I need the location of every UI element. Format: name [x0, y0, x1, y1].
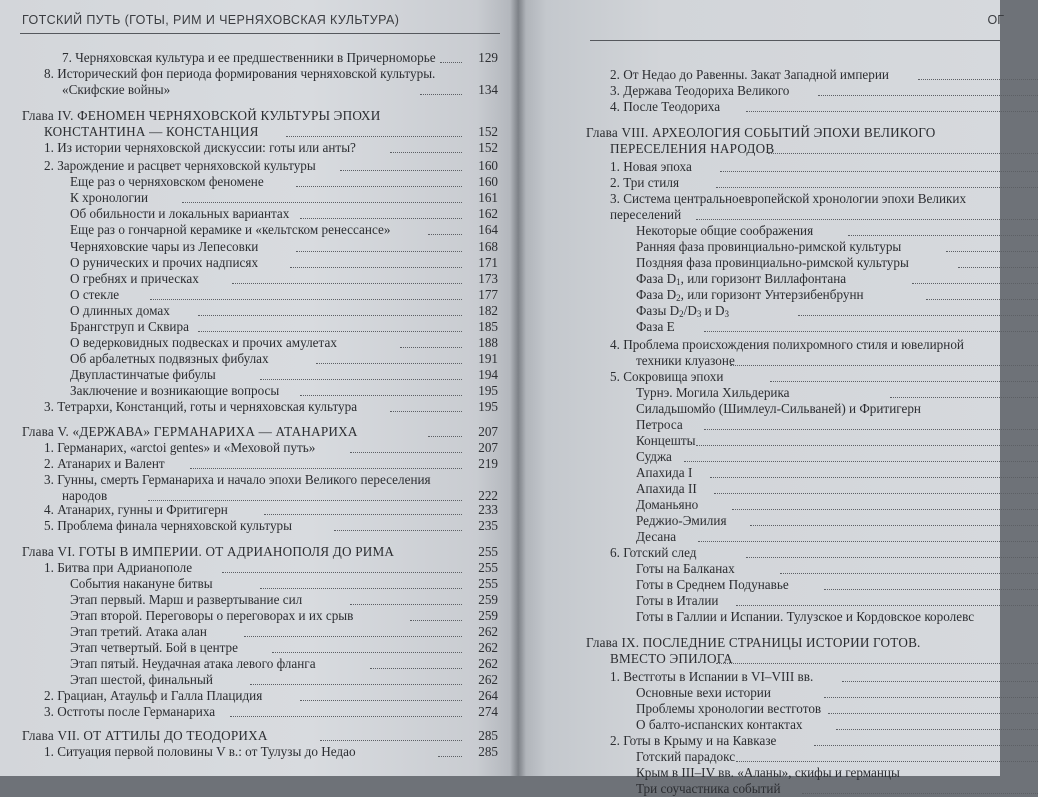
toc-entry-title: 3. Тетрархи, Констанций, готы и черняховская культура — [44, 399, 358, 414]
toc-page-number: 274 — [478, 704, 498, 719]
toc-entry-title: 7. Черняховская культура и ее предшественники в Причерноморье — [62, 50, 436, 65]
toc-page-number: 222 — [478, 488, 498, 503]
dot-leader — [836, 729, 1038, 730]
dot-leader — [290, 267, 462, 268]
toc-entry-title: Турнэ. Могила Хильдерика — [636, 385, 790, 400]
toc-entry-title: Глава IX. ПОСЛЕДНИЕ СТРАНИЦЫ ИСТОРИИ ГОТОВ. — [586, 635, 921, 650]
dot-leader — [296, 251, 462, 252]
toc-page-number: 259 — [478, 608, 498, 623]
dot-leader — [732, 509, 1038, 510]
dot-leader — [912, 283, 1038, 284]
toc-entry-title: 2. Зарождение и расцвет черняховской культуры — [44, 158, 316, 173]
book-gutter — [510, 0, 526, 776]
toc-entry-title: Доманьяно — [636, 497, 699, 512]
dot-leader — [704, 429, 1038, 430]
dot-leader — [264, 514, 462, 515]
toc-page-number: 152 — [478, 124, 498, 139]
dot-leader — [244, 636, 462, 637]
toc-entry-title: 5. Сокровища эпохи — [610, 369, 724, 384]
dot-leader — [736, 761, 1038, 762]
toc-entry-title: 4. Проблема происхождения полихромного стиля и ювелирной — [610, 337, 964, 352]
dot-leader — [746, 557, 1038, 558]
toc-entry-title: Еще раз о черняховском феномене — [70, 174, 264, 189]
toc-entry-title: 1. Новая эпоха — [610, 159, 692, 174]
toc-page-number: 160 — [478, 158, 498, 173]
toc-page-number: 262 — [478, 640, 498, 655]
dot-leader — [438, 756, 462, 757]
toc-entry-title: Поздняя фаза провинциально-римской культуры — [636, 255, 909, 270]
toc-entry-title: Три соучастника событий — [636, 781, 781, 796]
toc-entry-title: 3. Остготы после Германариха — [44, 704, 216, 719]
toc-page-number: 191 — [478, 351, 498, 366]
toc-page-number: 160 — [478, 174, 498, 189]
toc-entry-title-continued: народов — [62, 488, 108, 503]
toc-entry-title: 2. Готы в Крыму и на Кавказе — [610, 733, 777, 748]
toc-page-number: 171 — [478, 255, 498, 270]
toc-page-number: 262 — [478, 672, 498, 687]
toc-page-number: 262 — [478, 656, 498, 671]
toc-entry-title: 4. Атанарих, гунны и Фритигерн — [44, 502, 228, 517]
toc-page-number: 255 — [478, 576, 498, 591]
toc-entry-title: О рунических и прочих надписях — [70, 255, 259, 270]
toc-entry-title: О стекле — [70, 287, 120, 302]
toc-page-number: 195 — [478, 399, 498, 414]
dot-leader — [420, 94, 462, 95]
toc-entry-title-continued: ПЕРЕСЕЛЕНИЯ НАРОДОВ — [610, 141, 775, 156]
toc-page-number: 255 — [478, 560, 498, 575]
dot-leader — [698, 541, 1038, 542]
toc-entry-title: О гребнях и прическах — [70, 271, 199, 286]
dot-leader — [716, 187, 1038, 188]
dot-leader — [148, 500, 462, 501]
toc-page-number: 285 — [478, 728, 498, 743]
toc-entry-title: Фазы $D_2/D_3$ и $D_3$ — [636, 303, 730, 319]
dot-leader — [250, 684, 462, 685]
toc-page-number: 235 — [478, 518, 498, 533]
toc-entry-title: 2. Атанарих и Валент — [44, 456, 165, 471]
left-page — [0, 0, 518, 776]
toc-entry-title: Этап пятый. Неудачная атака левого фланга — [70, 656, 316, 671]
dot-leader — [730, 365, 1038, 366]
toc-entry-title: Реджио-Эмилия — [636, 513, 727, 528]
dot-leader — [300, 395, 462, 396]
toc-entry-title: Об арбалетных подвязных фибулах — [70, 351, 269, 366]
dot-leader — [190, 468, 462, 469]
toc-entry-title: Черняховские чары из Лепесовки — [70, 239, 259, 254]
toc-entry-title: 1. Германарих, «arctoi gentes» и «Меховой путь» — [44, 440, 316, 455]
toc-entry-title: Еще раз о гончарной керамике и «кельтском ренессансе» — [70, 222, 391, 237]
dot-leader — [316, 363, 462, 364]
toc-entry-title: Десана — [636, 529, 677, 544]
dot-leader — [272, 652, 462, 653]
toc-entry-title: Глава V. «ДЕРЖАВА» ГЕРМАНАРИХА — АТАНАРИХА — [22, 424, 358, 439]
toc-page-number: 259 — [478, 592, 498, 607]
toc-entry-title: Концешты — [636, 433, 696, 448]
dot-leader — [286, 136, 462, 137]
toc-page-number: 182 — [478, 303, 498, 318]
toc-entry-title: Апахида I — [636, 465, 693, 480]
toc-entry-title: О длинных домах — [70, 303, 170, 318]
dot-leader — [428, 234, 462, 235]
toc-entry-title: 1. Из истории черняховской дискуссии: готы или анты? — [44, 140, 356, 155]
toc-page-number: 164 — [478, 222, 498, 237]
dot-leader — [300, 700, 462, 701]
toc-entry-title: 3. Держава Теодориха Великого — [610, 83, 790, 98]
dot-leader — [440, 62, 462, 63]
dot-leader — [842, 681, 1038, 682]
toc-entry-title: Этап первый. Марш и развертывание сил — [70, 592, 303, 607]
dot-leader — [802, 793, 1038, 794]
right-page — [518, 0, 1004, 796]
toc-entry-title: 1. Вестготы в Испании в VI–VIII вв. — [610, 669, 814, 684]
dot-leader — [232, 283, 462, 284]
dot-leader — [716, 663, 1038, 664]
toc-page-number: 134 — [478, 82, 498, 97]
toc-entry-title: О балто-испанских контактах — [636, 717, 803, 732]
dot-leader — [198, 331, 462, 332]
dot-leader — [260, 588, 462, 589]
toc-entry-title: Проблемы хронологии вестготов — [636, 701, 822, 716]
dot-leader — [230, 716, 462, 717]
header-rule — [20, 33, 500, 34]
dot-leader — [320, 740, 462, 741]
dot-leader — [798, 315, 1038, 316]
dot-leader — [750, 525, 1038, 526]
toc-entry-title: 1. Битва при Адрианополе — [44, 560, 193, 575]
toc-entry-title: 6. Готский след — [610, 545, 697, 560]
dot-leader — [828, 713, 1038, 714]
toc-entry-title: Заключение и возникающие вопросы — [70, 383, 280, 398]
toc-entry-title-continued: техники клуазоне — [636, 353, 735, 368]
toc-entry-title-continued: ВМЕСТО ЭПИЛОГА — [610, 651, 733, 666]
toc-entry-title: 2. Грациан, Атаульф и Галла Плацидия — [44, 688, 263, 703]
toc-entry-title: Ранняя фаза провинциально-римской культуры — [636, 239, 902, 254]
dot-leader — [848, 235, 1038, 236]
dot-leader — [720, 171, 1038, 172]
dot-leader — [350, 452, 462, 453]
dot-leader — [704, 331, 1038, 332]
dot-leader — [824, 589, 1038, 590]
toc-entry-title: Апахида II — [636, 481, 697, 496]
toc-page-number: 162 — [478, 206, 498, 221]
toc-entry-title: Двупластинчатые фибулы — [70, 367, 216, 382]
dot-leader — [814, 745, 1038, 746]
dot-leader — [696, 445, 1038, 446]
dot-leader — [696, 219, 1038, 220]
dot-leader — [710, 477, 1038, 478]
toc-page-number: 188 — [478, 335, 498, 350]
toc-page-number: 173 — [478, 271, 498, 286]
toc-entry-title: 2. От Недао до Равенны. Закат Западной империи — [610, 67, 889, 82]
dot-leader — [926, 299, 1038, 300]
toc-entry-title-continued: «Скифские войны» — [62, 82, 171, 97]
toc-entry-title: 1. Ситуация первой половины V в.: от Тулузы до Недао — [44, 744, 356, 759]
dot-leader — [182, 202, 462, 203]
running-head: ГОТСКИЙ ПУТЬ (ГОТЫ, РИМ И ЧЕРНЯХОВСКАЯ КУЛЬТУРА) — [22, 13, 400, 27]
toc-entry-title: Глава VI. ГОТЫ В ИМПЕРИИ. ОТ АДРИАНОПОЛЯ ДО РИМА — [22, 544, 395, 559]
dot-leader — [340, 170, 462, 171]
running-head-right: ОГ — [987, 13, 1004, 27]
toc-entry-title: К хронологии — [70, 190, 149, 205]
toc-entry-title: Об обильности и локальных вариантах — [70, 206, 290, 221]
toc-page-number: 207 — [478, 440, 498, 455]
toc-page-number: 264 — [478, 688, 498, 703]
dot-leader — [400, 347, 462, 348]
toc-page-number: 207 — [478, 424, 498, 439]
dot-leader — [150, 299, 462, 300]
dot-leader — [300, 218, 462, 219]
dot-leader — [296, 186, 462, 187]
toc-entry-title: Этап третий. Атака алан — [70, 624, 207, 639]
toc-entry-title: Готы в Среднем Подунавье — [636, 577, 789, 592]
toc-page-number: 262 — [478, 624, 498, 639]
toc-page-number: 161 — [478, 190, 498, 205]
toc-entry-title: Петроса — [636, 417, 683, 432]
toc-page-number: 255 — [478, 544, 498, 559]
dot-leader — [890, 397, 1038, 398]
dot-leader — [370, 668, 462, 669]
toc-entry-title: Фаза $D_2$, или горизонт Унтерзибенбрунн — [636, 287, 864, 303]
dot-leader — [824, 697, 1038, 698]
toc-page-number: 219 — [478, 456, 498, 471]
toc-entry-title: Глава VIII. АРХЕОЛОГИЯ СОБЫТИЙ ЭПОХИ ВЕЛИКОГО — [586, 125, 936, 140]
dot-leader — [818, 95, 1038, 96]
dot-leader — [428, 436, 462, 437]
toc-entry-title: 8. Исторический фон периода формирования черняховской культуры. — [44, 66, 436, 81]
dot-leader — [780, 573, 1038, 574]
dot-leader — [390, 152, 462, 153]
toc-entry-title: Готский парадокс — [636, 749, 736, 764]
dot-leader — [334, 530, 462, 531]
toc-entry-title: События накануне битвы — [70, 576, 213, 591]
dot-leader — [410, 620, 462, 621]
toc-entry-title: Некоторые общие соображения — [636, 223, 814, 238]
dot-leader — [918, 79, 1038, 80]
toc-entry-title: 3. Система центральноевропейской хронологии эпохи Великих — [610, 191, 967, 206]
toc-entry-title: Крым в III–IV вв. «Аланы», скифы и германцы — [636, 765, 900, 780]
toc-entry-title: Этап второй. Переговоры о переговорах и их срыв — [70, 608, 354, 623]
toc-page-number: 233 — [478, 502, 498, 517]
dot-leader — [390, 411, 462, 412]
toc-entry-title-continued: КОНСТАНТИНА — КОНСТАНЦИЯ — [44, 124, 259, 139]
toc-entry-title: Глава IV. ФЕНОМЕН ЧЕРНЯХОВСКОЙ КУЛЬТУРЫ ЭПОХИ — [22, 108, 381, 123]
toc-entry-title: О ведерковидных подвесках и прочих амулетах — [70, 335, 337, 350]
toc-page-number: 195 — [478, 383, 498, 398]
toc-page-number: 168 — [478, 239, 498, 254]
toc-page-number: 152 — [478, 140, 498, 155]
toc-entry-title: Суджа — [636, 449, 672, 464]
toc-entry-title: Фаза Е — [636, 319, 675, 334]
toc-entry-title: Готы в Галлии и Испании. Тулузское и Кордовское королевс — [636, 609, 975, 624]
toc-entry-title: Фаза $D_1$, или горизонт Виллафонтана — [636, 271, 847, 287]
toc-entry-title: Основные вехи истории — [636, 685, 771, 700]
toc-entry-title: 2. Три стиля — [610, 175, 680, 190]
dot-leader — [736, 605, 1038, 606]
toc-entry-title: Готы на Балканах — [636, 561, 735, 576]
dot-leader — [198, 315, 462, 316]
toc-entry-title: Брангструп и Сквира — [70, 319, 189, 334]
toc-entry-title: 5. Проблема финала черняховской культуры — [44, 518, 293, 533]
toc-entry-title: Глава VII. ОТ АТТИЛЫ ДО ТЕОДОРИХА — [22, 728, 268, 743]
toc-page-number: 194 — [478, 367, 498, 382]
toc-entry-title: 4. После Теодориха — [610, 99, 721, 114]
dot-leader — [946, 251, 1038, 252]
toc-entry-title: Готы в Италии — [636, 593, 719, 608]
toc-entry-title: Силадьшомйо (Шимлеул-Сильваней) и Фритигерн — [636, 401, 921, 416]
toc-entry-title: 3. Гунны, смерть Германариха и начало эпохи Великого переселения — [44, 472, 431, 487]
toc-entry-title-continued: переселений — [610, 207, 682, 222]
dot-leader — [222, 572, 462, 573]
toc-page-number: 185 — [478, 319, 498, 334]
toc-entry-title: Этап шестой, финальный — [70, 672, 213, 687]
dot-leader — [684, 461, 1038, 462]
dot-leader — [958, 267, 1038, 268]
toc-page-number: 285 — [478, 744, 498, 759]
dot-leader — [350, 604, 462, 605]
dot-leader — [770, 381, 1038, 382]
toc-entry-title: Этап четвертый. Бой в центре — [70, 640, 238, 655]
header-rule-right — [590, 40, 1000, 41]
dot-leader — [260, 379, 462, 380]
toc-page-number: 177 — [478, 287, 498, 302]
dot-leader — [746, 111, 1038, 112]
toc-page-number: 129 — [478, 50, 498, 65]
dot-leader — [714, 493, 1038, 494]
dot-leader — [768, 153, 1038, 154]
